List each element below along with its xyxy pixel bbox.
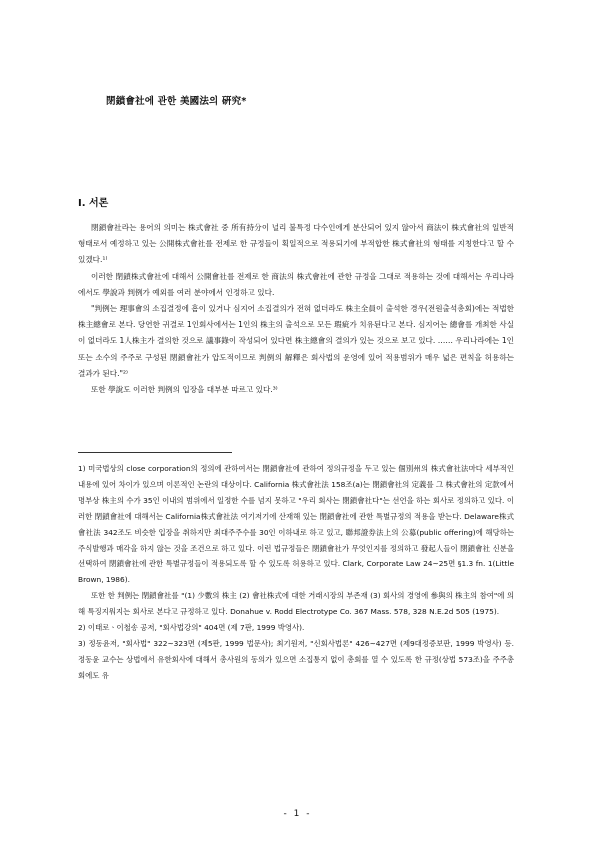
page-number: - 1 - [283, 809, 312, 819]
footnote-continuation: 또한 한 判例는 閉鎖會社를 "(1) 少數의 株主 (2) 會社株式에 대한 거래시장의 부존재 (3) 회사의 경영에 參與의 株主의 참여"에 의해 특징지워지는 회사로 본다고 규정하고 있다. Donahue v. Rodd Electrotype Co. 367 Mass. 578, 328 N.E.2d 505 (1975). [78, 591, 514, 617]
section-heading: Ⅰ. 서론 [78, 198, 109, 209]
body-text [78, 220, 514, 398]
footnote: 3) 정동윤저, "회사법" 322~323면 (제5판, 1999 법문사); 최기원저, "신회사법론" 426~427면 (제9대정증보판, 1999 박영사) 등. 정동윤 교수는 상법에서 유한회사에 대해서 총사원의 동의가 있으면 소집통지 없이 총회를 열 수 있도록 한 규정(상법 573조)을 주주총회에도 유 [78, 638, 514, 680]
paragraph: 또한 學說도 이러한 判例의 입장을 대부분 따르고 있다.³⁾ [91, 385, 278, 395]
paragraph: 閉鎖會社라는 용어의 의미는 株式會社 중 所有持分이 널리 불특정 다수인에게 분산되어 있지 않아서 商法이 株式會社의 일반적 형태로서 예정하고 있는 公開株式會社를 전제로 한 규정들이 획일적으로 적용되기에 부적합한 株式會社의 형태를 지칭한다고 할 수 있겠다.¹⁾ [78, 223, 514, 265]
footnote: 1) 미국법상의 close corporation의 정의에 관하여서는 閉鎖會社에 관하여 정의규정을 두고 있는 個別州의 株式會社法마다 세부적인 내용에 있어 차이가 있으며 이론적인 논란의 대상이다. California 株式會社法 158조(a)는 閉鎖會社의 定義를 그 株式會社의 定款에서 명부상 株主의 수가 35인 이내의 범위에서 일정한 수를 넘지 못하고 "우리 회사는 閉鎖會社다"는 선언을 하는 회사로 정의하고 있다. 이러한 閉鎖會社에 대해서는 California株式會社法 여기저기에 산재해 있는 閉鎖會社에 관한 특별규정의 적용을 받는다. Delaware株式會社法 342조도 비슷한 입장을 취하지만 최대주주수를 30인 이하내로 하고 있고, 聯邦證券法上의 公募(public offering)에 해당하는 주식발행과 매각을 하지 않는 것을 조건으로 하고 있다. 이런 법규정들은 閉鎖會社가 무엇인지를 정의하고 發起人들이 閉鎖會社 신분을 선택하여 閉鎖會社에 관한 특별규정들이 적용되도록 할 수 있도록 허용하고 있다. Clark, Corporate Law 24~25면 §1.3 fn. 1(Little Brown, 1986). [78, 464, 514, 585]
footnotes [78, 461, 514, 684]
paragraph: 이러한 閉鎖株式會社에 대해서 公開會社를 전제로 한 商法의 株式會社에 관한 규정을 그대로 적용하는 것에 대해서는 우리나라에서도 學說과 判例가 예외를 여러 분야에서 인정하고 있다. [78, 271, 514, 297]
quoted-paragraph: "判例는 理事會의 소집결정에 흠이 있거나 심지어 소집결의가 전혀 없더라도 株主全員이 출석한 경우(전원출석총회)에는 적법한 株主總會로 본다. 당연한 귀결로 1인회사에서는 1인의 株主의 출석으로 모든 瑕疵가 치유된다고 본다. 심지어는 總會를 개최한 사실이 없더라도 1人株主가 결의한 것으로 議事錄이 작성되어 있다면 株主總會의 결의가 있는 것으로 보고 있다. …… 우리나라에는 1인 또는 소수의 주주로 구성된 閉鎖會社가 압도적이므로 判例의 解釋은 회사법의 운영에 있어 적용범위가 매우 넓은 편칙을 허용하는 결과가 된다."²⁾ [78, 304, 514, 378]
footnote: 2) 이태로ㆍ이철송 공저, "회사법강의" 404면 (제 7판, 1999 박영사). [78, 623, 305, 633]
document-title: 閉鎖會社에 관한 美國法의 硏究* [106, 96, 247, 107]
footnote-divider [78, 452, 232, 453]
